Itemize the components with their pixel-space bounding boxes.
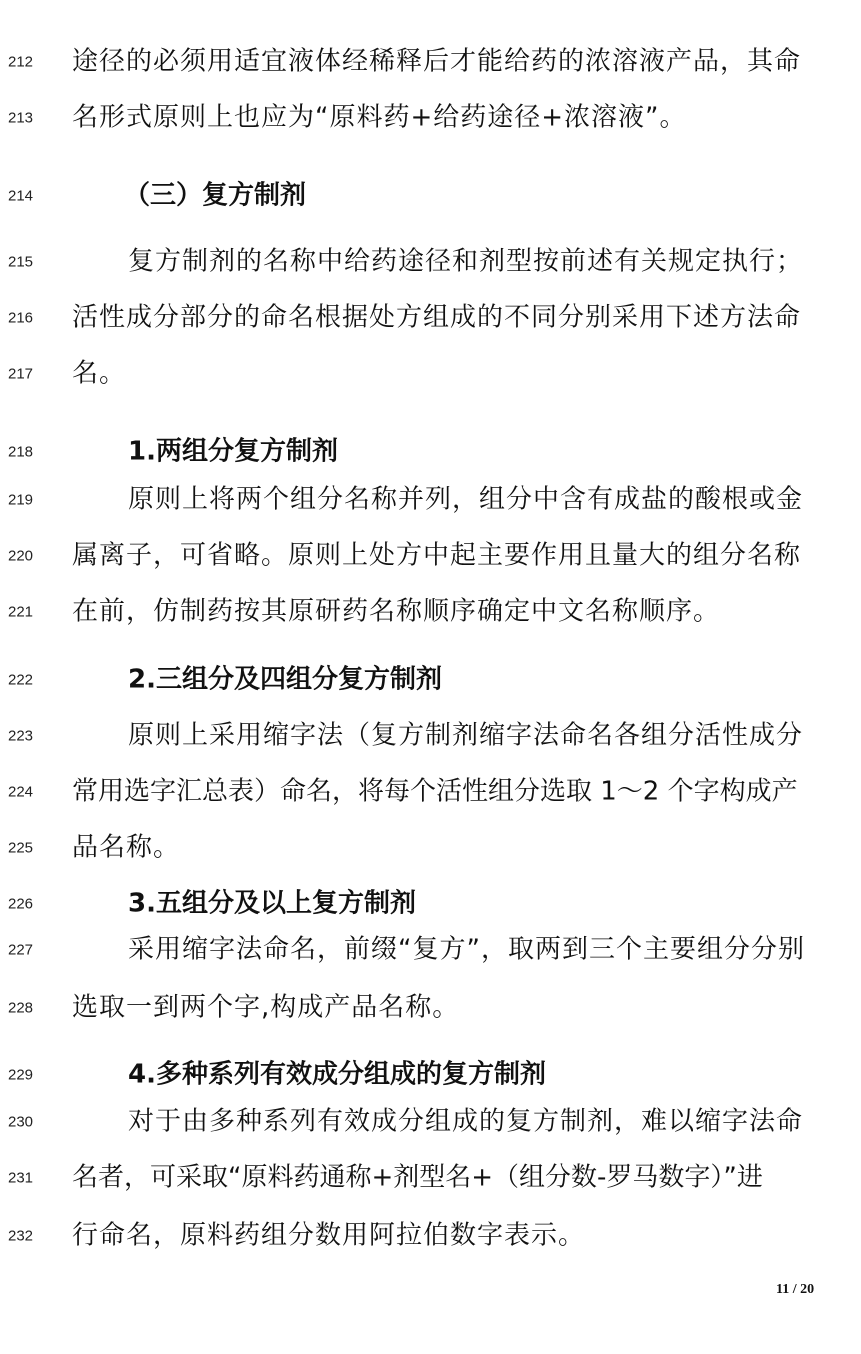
line-number: 222: [8, 671, 34, 689]
line-number: 224: [8, 783, 34, 801]
text-line: [0, 98, 861, 138]
section-heading: （三）复方制剂: [124, 180, 307, 211]
text-line: [0, 242, 861, 282]
line-number: 227: [8, 941, 34, 959]
line-text: 行命名，原料药组分数用阿拉伯数字表示。: [72, 1220, 586, 1251]
line-number: 214: [8, 187, 34, 205]
line-text: 活性成分部分的命名根据处方组成的不同分别采用下述方法命: [72, 302, 802, 333]
line-number: 215: [8, 253, 34, 271]
text-line: [0, 536, 861, 576]
line-number: 217: [8, 365, 34, 383]
line-text: 对于由多种系列有效成分组成的复方制剂，难以缩字法命: [128, 1106, 804, 1137]
text-line: [0, 42, 861, 82]
text-line: [0, 298, 861, 338]
text-line: [0, 1216, 861, 1256]
line-text: 品名称。: [72, 832, 181, 863]
line-number: 216: [8, 309, 34, 327]
text-line: [0, 592, 861, 632]
subsection-heading-line: [0, 884, 861, 924]
text-line: [0, 1158, 861, 1198]
text-line: [0, 988, 861, 1028]
line-text: 常用选字汇总表）命名，将每个活性组分选取 1～2 个字构成产: [72, 776, 798, 807]
line-number: 212: [8, 53, 34, 71]
line-text: 途径的必须用适宜液体经稀释后才能给药的浓溶液产品，其命: [72, 46, 802, 77]
line-text: 复方制剂的名称中给药途径和剂型按前述有关规定执行；: [128, 246, 804, 277]
line-number: 231: [8, 1169, 34, 1187]
text-line: [0, 828, 861, 868]
subsection-heading-line: [0, 1055, 861, 1095]
line-number: 232: [8, 1227, 34, 1245]
subsection-heading: 1.两组分复方制剂: [128, 436, 338, 467]
line-number: 225: [8, 839, 34, 857]
line-number: 213: [8, 109, 34, 127]
line-number: 219: [8, 491, 34, 509]
subsection-heading: 3.五组分及以上复方制剂: [128, 888, 416, 919]
subsection-heading: 4.多种系列有效成分组成的复方制剂: [128, 1059, 546, 1090]
text-line: [0, 354, 861, 394]
line-number: 223: [8, 727, 34, 745]
line-text: 名。: [72, 358, 127, 389]
line-text: 原则上采用缩字法（复方制剂缩字法命名各组分活性成分: [128, 720, 804, 751]
line-number: 218: [8, 443, 34, 461]
line-number: 221: [8, 603, 34, 621]
subsection-heading: 2.三组分及四组分复方制剂: [128, 664, 442, 695]
line-number: 220: [8, 547, 34, 565]
line-text: 属离子，可省略。原则上处方中起主要作用且量大的组分名称: [72, 540, 802, 571]
section-heading-line: [0, 176, 861, 216]
subsection-heading-line: [0, 660, 861, 700]
line-text: 在前，仿制药按其原研药名称顺序确定中文名称顺序。: [72, 596, 721, 627]
line-number: 226: [8, 895, 34, 913]
text-line: [0, 480, 861, 520]
line-number: 230: [8, 1113, 34, 1131]
text-line: [0, 716, 861, 756]
line-text: 名形式原则上也应为“原料药+给药途径+浓溶液”。: [72, 102, 687, 133]
line-text: 采用缩字法命名，前缀“复方”，取两到三个主要组分分别: [128, 934, 805, 965]
line-number: 228: [8, 999, 34, 1017]
text-line: [0, 772, 861, 812]
text-line: [0, 1102, 861, 1142]
subsection-heading-line: [0, 432, 861, 472]
line-number: 229: [8, 1066, 34, 1084]
text-line: [0, 930, 861, 970]
line-text: 名者，可采取“原料药通称+剂型名+（组分数-罗马数字）”进: [72, 1162, 763, 1193]
line-text: 选取一到两个字,构成产品名称。: [72, 992, 460, 1023]
page-indicator: 11 / 20: [776, 1282, 815, 1297]
line-text: 原则上将两个组分名称并列，组分中含有成盐的酸根或金: [128, 484, 804, 515]
